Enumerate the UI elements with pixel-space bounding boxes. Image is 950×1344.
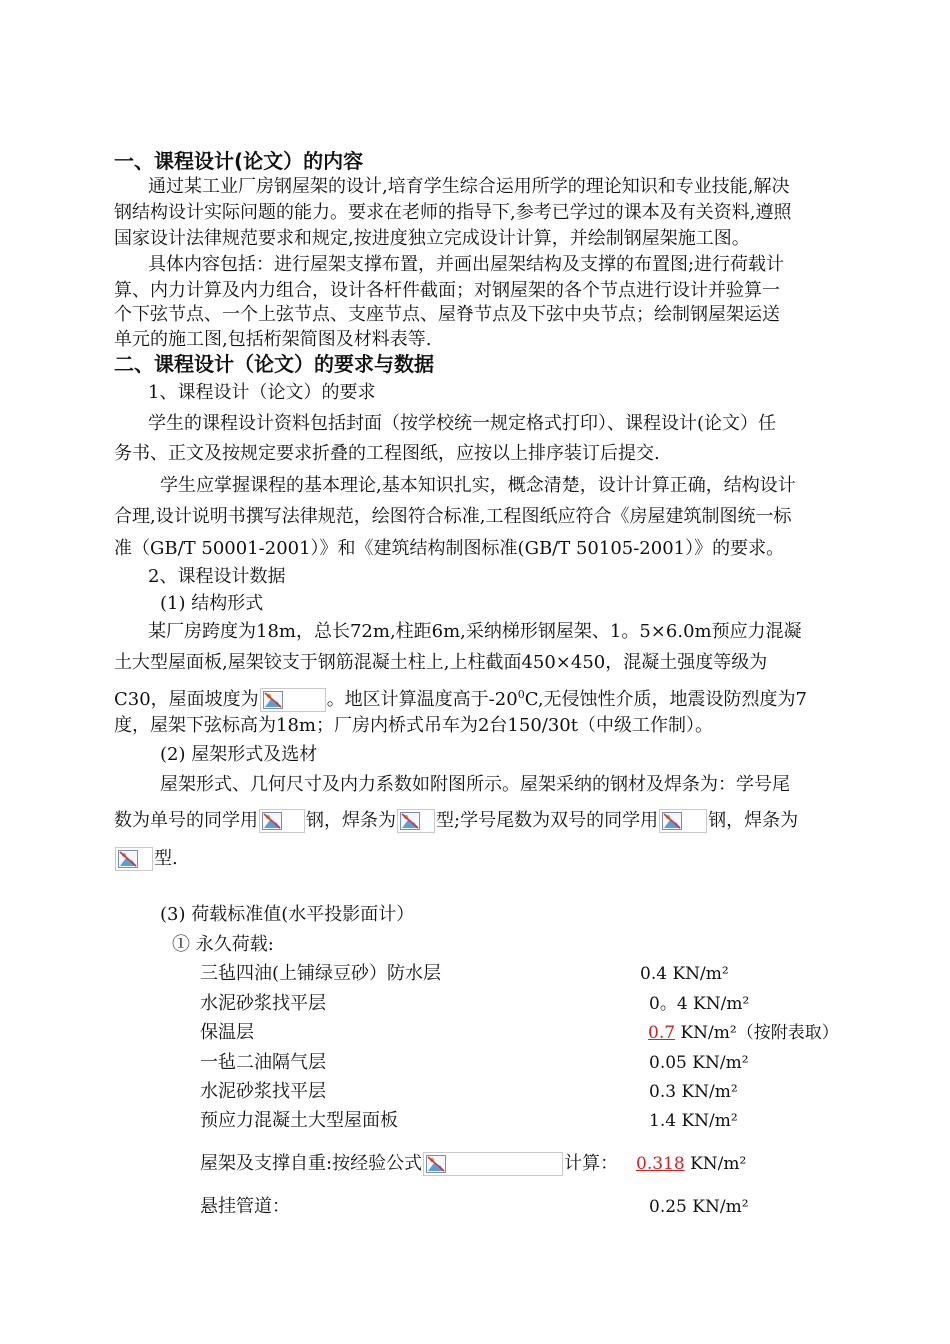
- paragraph-line: 算、内力计算及内力组合，设计各杆件截面；对钢屋架的各个节点进行设计并验算一: [114, 280, 780, 301]
- load-value: 0.3 KN/m²: [649, 1082, 738, 1102]
- load-name: 预应力混凝土大型屋面板: [200, 1110, 398, 1131]
- broken-image-icon: [397, 809, 435, 833]
- load-value: 0.25 KN/m²: [649, 1197, 749, 1217]
- paragraph-line: 具体内容包括：进行屋架支撑布置，并画出屋架结构及支撑的布置图;进行荷载计: [148, 254, 785, 275]
- selfweight-line: 屋架及支撑自重:按经验公式 计算：: [200, 1153, 619, 1174]
- load-name: 三毡四油(上铺绿豆砂）防水层: [200, 963, 442, 984]
- load-name: 水泥砂浆找平层: [200, 1081, 326, 1102]
- paragraph-line: 钢结构设计实际问题的能力。要求在老师的指导下,参考已学过的课本及有关资料,遵照: [114, 202, 792, 223]
- paragraph-line: 学生的课程设计资料包括封面（按学校统一规定格式打印）、课程设计(论文）任: [148, 413, 777, 434]
- item-heading: (2) 屋架形式及选材: [160, 744, 318, 765]
- broken-image-icon: [115, 847, 153, 871]
- item-heading: (1) 结构形式: [160, 593, 264, 614]
- paragraph-line: 合理,设计说明书撰写法律规范，绘图符合标准,工程图纸应符合《房屋建筑制图统一标: [114, 506, 792, 527]
- load-name: 一毡二油隔气层: [200, 1052, 326, 1073]
- broken-image-icon: [259, 809, 305, 833]
- paragraph-line: 某厂房跨度为18m，总长72m,柱距6m,采纳梯形钢屋架、1。5×6.0m预应力混凝: [148, 621, 802, 642]
- paragraph-line: 个下弦节点、一个上弦节点、支座节点、屋脊节点及下弦中央节点；绘制钢屋架运送: [114, 304, 780, 325]
- paragraph-line: 准（GB/T 50001-2001）》和《建筑结构制图标准(GB/T 50105-2001）》的要求。: [114, 538, 785, 559]
- load-value: 0.05 KN/m²: [649, 1053, 749, 1073]
- paragraph-line: 度，屋架下弦标高为18m；厂房内桥式吊车为2台150/30t（中级工作制）。: [114, 715, 713, 736]
- paragraph-line: 单元的施工图,包括桁架简图及材料表等.: [114, 329, 432, 350]
- paragraph-line: 型.: [114, 846, 178, 872]
- paragraph-line: 通过某工业厂房钢屋架的设计,培育学生综合运用所学的理论知识和专业技能,解决: [148, 176, 790, 197]
- permanent-load-heading: ① 永久荷载:: [172, 934, 274, 955]
- paragraph-line: 务书、正文及按规定要求折叠的工程图纸，应按以上排序装订后提交.: [114, 443, 660, 464]
- section2-heading: 二、课程设计（论文）的要求与数据: [114, 352, 434, 376]
- load-name: 水泥砂浆找平层: [200, 993, 326, 1014]
- subheading: 2、课程设计数据: [148, 566, 286, 587]
- paragraph-line: C30，屋面坡度为 。地区计算温度高于$-20^0C$,无侵蚀性介质，地震设防烈度为7: [114, 688, 807, 710]
- load-value: 1.4 KN/m²: [649, 1111, 738, 1131]
- paragraph-line: 国家设计法律规范要求和规定,按进度独立完成设计计算，并绘制钢屋架施工图。: [114, 228, 750, 249]
- load-value: 0.7 KN/m²（按附表取）: [648, 1023, 839, 1043]
- load-value: 0。4 KN/m²: [649, 994, 750, 1014]
- load-name: 保温层: [200, 1022, 254, 1043]
- load-value: 0.4 KN/m²: [640, 964, 729, 984]
- broken-image-icon: [260, 688, 326, 712]
- section1-heading: 一、课程设计(论文）的内容: [114, 149, 364, 173]
- load-name: 悬挂管道：: [200, 1196, 290, 1217]
- paragraph-line: 学生应掌握课程的基本理论,基本知识扎实，概念清楚，设计计算正确，结构设计: [160, 475, 796, 496]
- item-heading: (3) 荷载标准值(水平投影面计）: [160, 904, 415, 925]
- broken-image-icon: [659, 809, 707, 833]
- paragraph-line: 数为单号的同学用 钢，焊条为 型;学号尾数为双号的同学用 钢，焊条为: [114, 810, 799, 831]
- paragraph-line: 屋架形式、几何尺寸及内力系数如附图所示。屋架采纳的钢材及焊条为：学号尾: [160, 774, 790, 795]
- broken-image-icon: [423, 1152, 563, 1176]
- paragraph-line: 土大型屋面板,屋架铰支于钢筋混凝土柱上,上柱截面450×450，混凝土强度等级为: [114, 652, 768, 673]
- selfweight-value: 0.318 KN/m²: [636, 1154, 747, 1174]
- subheading: 1、课程设计（论文）的要求: [148, 382, 376, 403]
